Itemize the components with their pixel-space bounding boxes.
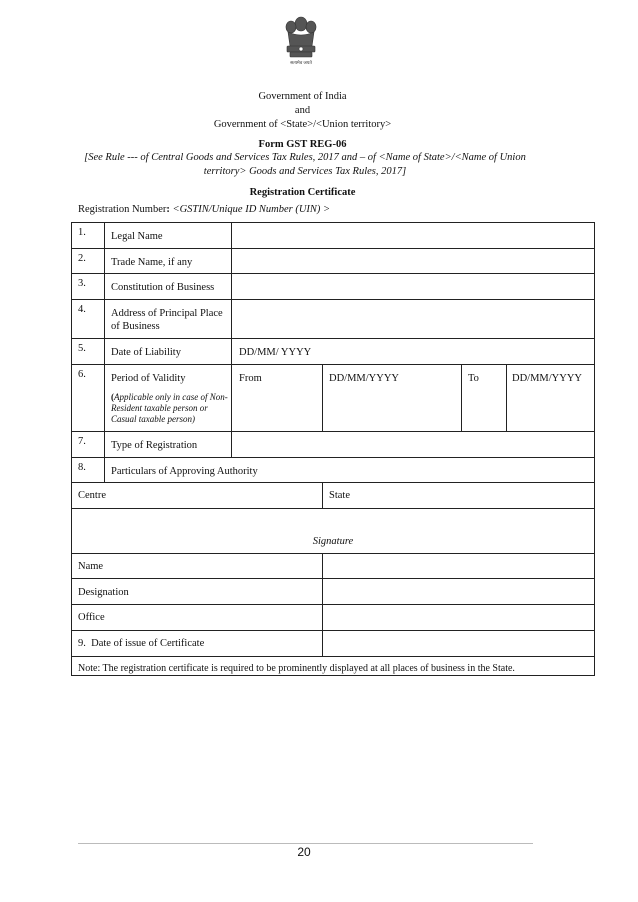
- row-number: 6.: [78, 369, 86, 380]
- row-number: 5.: [78, 343, 86, 354]
- rule-reference: [70, 151, 540, 179]
- row-number: 3.: [78, 278, 86, 289]
- government-heading: [0, 90, 605, 132]
- rule-line-1: [See Rule --- of Central Goods and Services Tax Rules, 2017 and – of <Name of State>/<Name of Union: [84, 152, 526, 163]
- name-field[interactable]: [323, 554, 594, 578]
- date-of-liability-label: Date of Liability: [111, 347, 181, 358]
- approving-authority-label: Particulars of Approving Authority: [111, 466, 258, 477]
- validity-to-date[interactable]: DD/MM/YYYY: [512, 373, 583, 384]
- period-of-validity-note: [105, 392, 231, 425]
- trade-name-field[interactable]: [232, 249, 594, 273]
- gov-line-2: and: [294, 105, 311, 116]
- designation-label: Designation: [78, 587, 129, 598]
- registration-number-colon: :: [166, 204, 170, 215]
- validity-from-label: From: [239, 373, 262, 384]
- designation-field[interactable]: [323, 579, 594, 604]
- row-number: 8.: [78, 462, 86, 473]
- registration-number: [78, 204, 330, 215]
- national-emblem-icon: [278, 12, 324, 64]
- constitution-field[interactable]: [232, 274, 594, 299]
- date-of-liability-value[interactable]: DD/MM/ YYYY: [239, 347, 312, 358]
- rule-line-2: territory> Goods and Services Tax Rules, 2017]: [203, 166, 407, 177]
- row-number: 7.: [78, 436, 86, 447]
- footer-divider: [78, 843, 533, 844]
- address-label: Address of Principal Place of Business: [111, 308, 223, 332]
- address-field[interactable]: [232, 300, 594, 338]
- row-number: 1.: [78, 227, 86, 238]
- legal-name-label: Legal Name: [111, 231, 163, 242]
- page-number: 20: [297, 845, 311, 859]
- registration-number-value: <GSTIN/Unique ID Number (UIN) >: [172, 204, 331, 215]
- constitution-label: Constitution of Business: [111, 282, 215, 293]
- gov-line-3: Government of <State>/<Union territory>: [213, 119, 392, 130]
- row-number: 4.: [78, 304, 86, 315]
- trade-name-label: Trade Name, if any: [111, 257, 193, 268]
- note-text: Applicable only in case of Non-Resident taxable person or Casual taxable person): [111, 392, 228, 424]
- legal-name-field[interactable]: [232, 223, 594, 248]
- date-of-issue-label: 9. Date of issue of Certificate: [78, 638, 205, 649]
- type-of-registration-label: Type of Registration: [111, 440, 198, 451]
- row-number: 2.: [78, 253, 86, 264]
- office-field[interactable]: [323, 605, 594, 630]
- form-title: Form GST REG-06: [258, 139, 347, 150]
- centre-label: Centre: [78, 490, 106, 501]
- validity-to-label: To: [468, 373, 479, 384]
- date-of-issue-field[interactable]: [323, 631, 594, 656]
- office-label: Office: [78, 612, 105, 623]
- period-of-validity-label: Period of Validity: [111, 373, 186, 384]
- certificate-title: Registration Certificate: [249, 187, 356, 198]
- registration-number-label: Registration Number: [78, 204, 167, 215]
- emblem-caption: सत्यमेव जयते: [290, 60, 312, 65]
- gov-line-1: Government of India: [258, 91, 347, 102]
- state-label: State: [329, 490, 350, 501]
- name-label: Name: [78, 561, 104, 572]
- validity-from-date[interactable]: DD/MM/YYYY: [329, 373, 400, 384]
- signature-label: Signature: [312, 536, 354, 547]
- type-of-registration-field[interactable]: [232, 432, 594, 457]
- display-note: Note: The registration certificate is required to be prominently displayed at all places of business in the State.: [78, 663, 515, 674]
- note-paren: (: [111, 392, 114, 402]
